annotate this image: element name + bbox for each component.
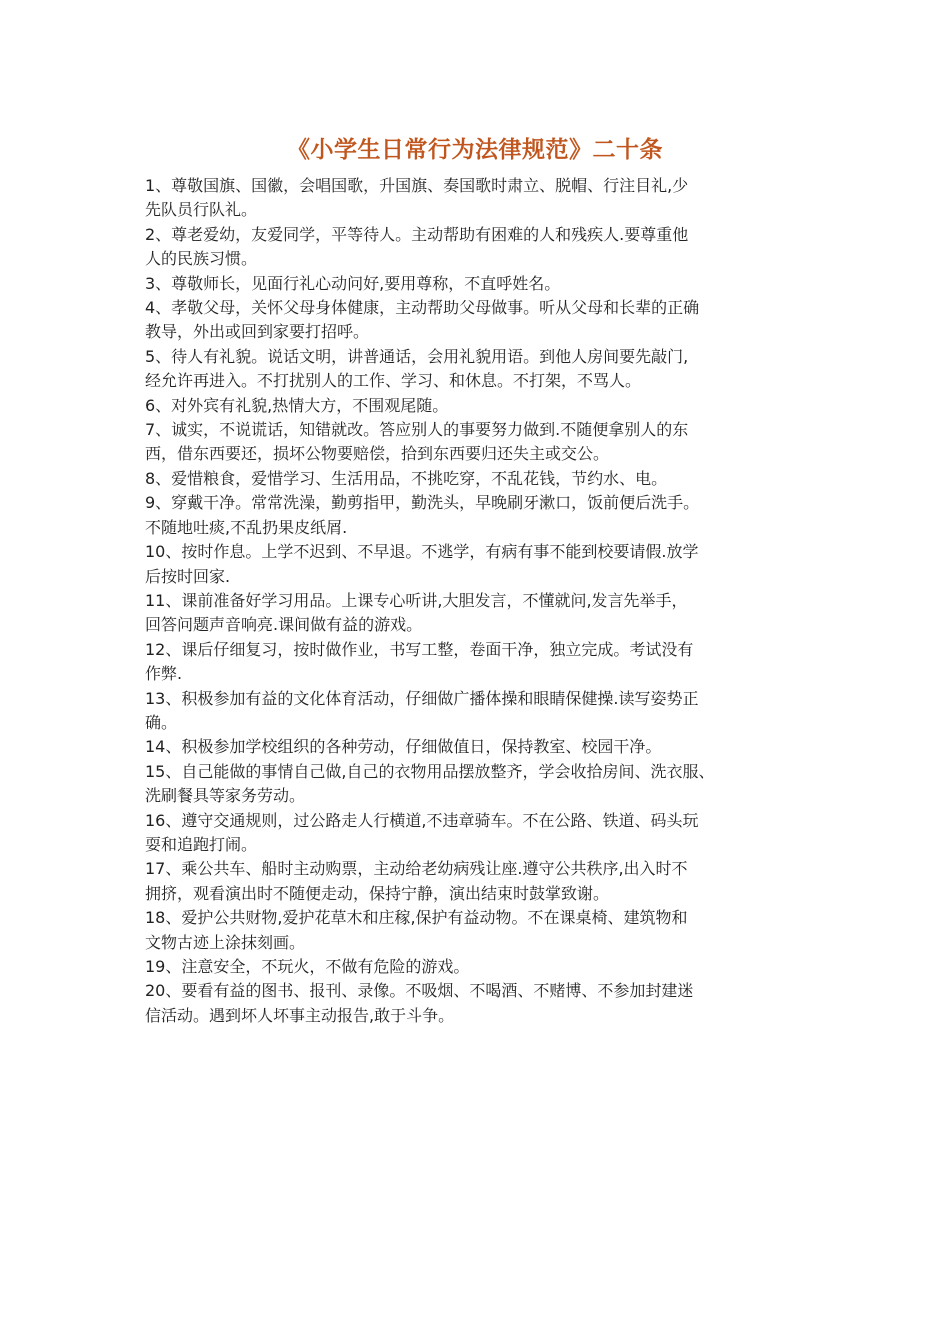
rule-item: 4、孝敬父母，关怀父母身体健康，主动帮助父母做事。听从父母和长辈的正确 教导，外出或回到家要打招呼。 xyxy=(145,298,700,342)
rule-item: 19、注意安全，不玩火，不做有危险的游戏。 xyxy=(145,957,470,976)
rule-item: 2、尊老爱幼，友爱同学，平等待人。主动帮助有困难的人和残疾人.要尊重他 人的民族习惯。 xyxy=(145,224,689,269)
rule-item: 11、课前准备好学习用品。上课专心听讲,大胆发言，不懂就问,发言先举手， 回答问题声音响亮.课间做有益的游戏。 xyxy=(145,590,688,635)
rule-item: 10、按时作息。上学不迟到、不早退。不逃学，有病有事不能到校要请假.放学 后按时回家. xyxy=(145,542,699,586)
rule-item: 5、待人有礼貌。说话文明，讲普通话，会用礼貌用语。到他人房间要先敲门, 经允许再进入。不打扰别人的工作、学习、和休息。不打架，不骂人。 xyxy=(145,346,689,391)
rule-item: 7、诚实，不说谎话，知错就改。答应别人的事要努力做到.不随便拿别人的东 西，借东西要还，损坏公物要赔偿，拾到东西要归还失主或交公。 xyxy=(145,420,689,464)
rule-item: 20、要看有益的图书、报刊、录像。不吸烟、不喝酒、不赌博、不参加封建迷 信活动。遇到坏人坏事主动报告,敢于斗争。 xyxy=(145,981,694,1025)
rule-item: 8、爱惜粮食，爱惜学习、生活用品，不挑吃穿，不乱花钱，节约水、电。 xyxy=(145,468,668,488)
rule-item: 17、乘公共车、船时主动购票，主动给老幼病残让座.遵守公共秩序,出入时不 拥挤，观看演出时不随便走动，保持宁静，演出结束时鼓掌致谢。 xyxy=(145,859,688,903)
rule-item: 14、积极参加学校组织的各种劳动，仔细做值日，保持教室、校园干净。 xyxy=(145,737,662,757)
rule-item: 15、自己能做的事情自己做,自己的衣物用品摆放整齐，学会收拾房间、洗衣服、 洗刷餐具等家务劳动。 xyxy=(145,761,715,806)
rule-item: 18、爱护公共财物,爱护花草木和庄稼,保护有益动物。不在课桌椅、建筑物和 文物古迹上涂抹刻画。 xyxy=(145,908,688,952)
rule-item: 13、积极参加有益的文化体育活动，仔细做广播体操和眼睛保健操.读写姿势正 确。 xyxy=(145,688,699,732)
rule-item: 1、尊敬国旗、国徽，会唱国歌，升国旗、奏国歌时肃立、脱帽、行注目礼,少 先队员行队礼。 xyxy=(145,176,689,220)
document-title: 《小学生日常行为法律规范》二十条 xyxy=(287,137,663,163)
rule-item: 6、对外宾有礼貌,热情大方，不围观尾随。 xyxy=(145,395,449,415)
rule-item: 3、尊敬师长，见面行礼心动问好,要用尊称，不直呼姓名。 xyxy=(145,273,561,293)
rule-item: 16、遵守交通规则，过公路走人行横道,不违章骑车。不在公路、铁道、码头玩 耍和追跑打闹。 xyxy=(145,810,699,854)
rule-item: 9、穿戴干净。常常洗澡，勤剪指甲，勤洗头，早晚刷牙漱口，饭前便后洗手。 不随地吐痰,不乱扔果皮纸屑. xyxy=(145,493,700,537)
rules-list xyxy=(145,174,810,1028)
rule-item: 12、课后仔细复习，按时做作业，书写工整，卷面干净，独立完成。考试没有 作弊. xyxy=(145,639,694,684)
